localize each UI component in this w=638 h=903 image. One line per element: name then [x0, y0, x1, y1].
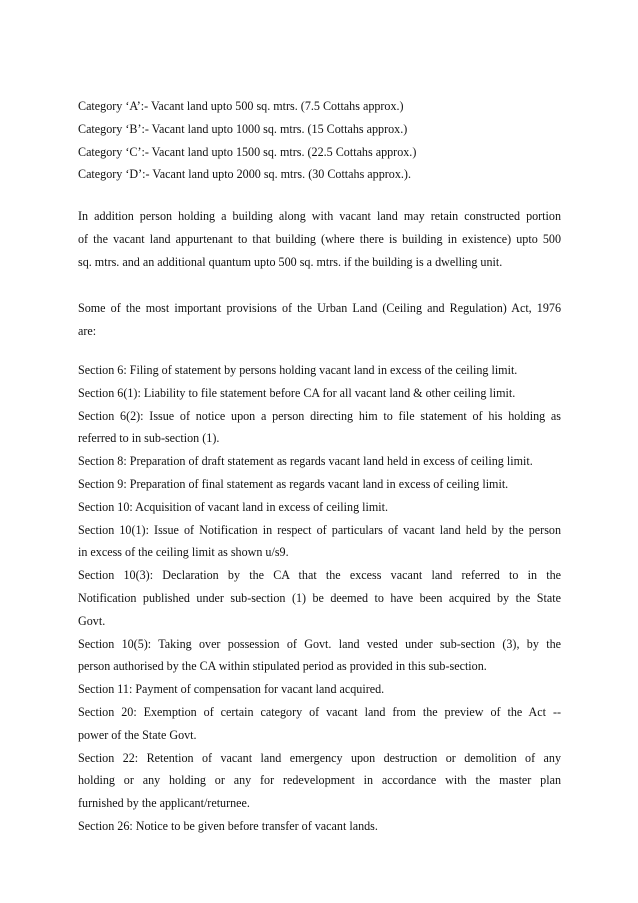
section-26: Section 26: Notice to be given before transfer of vacant lands.	[78, 818, 378, 833]
section-11: Section 11: Payment of compensation for vacant land acquired.	[78, 682, 385, 697]
category-b: Category ‘B’:- Vacant land upto 1000 sq. mtrs. (15 Cottahs approx.)	[78, 121, 408, 136]
section-22-cont: holding or any holding or any for redevelopment in accordance with the master plan	[78, 773, 561, 788]
section-6-2: Section 6(2): Issue of notice upon a person directing him to file statement of his holding as	[78, 408, 561, 423]
paragraph-line: In addition person holding a building along with vacant land may retain constructed portion	[78, 209, 561, 223]
section-22-end: furnished by the applicant/returnee.	[78, 796, 250, 811]
paragraph-line: of the vacant land appurtenant to that building (where there is building in existence) upto 500	[78, 231, 561, 246]
section-6-2-cont: referred to in sub-section (1).	[78, 431, 220, 446]
section-6-1: Section 6(1): Liability to file statement before CA for all vacant land & other ceiling limit.	[78, 385, 516, 400]
section-10-1-cont: in excess of the ceiling limit as shown u/s9.	[78, 545, 289, 560]
section-8: Section 8: Preparation of draft statement as regards vacant land held in excess of ceiling limit.	[78, 454, 533, 469]
section-10: Section 10: Acquisition of vacant land in excess of ceiling limit.	[78, 499, 389, 514]
paragraph-line: Some of the most important provisions of the Urban Land (Ceiling and Regulation) Act, 1976	[78, 301, 561, 315]
section-20: Section 20: Exemption of certain category of vacant land from the preview of the Act --	[78, 704, 561, 719]
section-list	[78, 359, 561, 838]
category-c: Category ‘C’:- Vacant land upto 1500 sq. mtrs. (22.5 Cottahs approx.)	[78, 144, 417, 159]
section-9: Section 9: Preparation of final statement as regards vacant land in excess of ceiling limit.	[78, 476, 509, 491]
paragraph-building-retention	[78, 205, 561, 273]
paragraph-provisions-intro	[78, 297, 561, 343]
section-22: Section 22: Retention of vacant land emergency upon destruction or demolition of any	[78, 750, 561, 765]
section-10-5: Section 10(5): Taking over possession of Govt. land vested under sub-section (3), by the	[78, 636, 561, 651]
section-6: Section 6: Filing of statement by persons holding vacant land in excess of the ceiling limit.	[78, 363, 518, 377]
category-d: Category ‘D’:- Vacant land upto 2000 sq. mtrs. (30 Cottahs approx.).	[78, 167, 411, 182]
section-10-5-cont: person authorised by the CA within stipulated period as provided in this sub-section.	[78, 659, 487, 674]
paragraph-line: are:	[78, 323, 97, 338]
category-list	[78, 95, 561, 186]
section-10-1: Section 10(1): Issue of Notification in respect of particulars of vacant land held by the person	[78, 522, 561, 537]
section-10-3-cont: Notification published under sub-section (1) be deemed to have been acquired by the State	[78, 590, 561, 605]
section-20-cont: power of the State Govt.	[78, 727, 197, 742]
section-10-3: Section 10(3): Declaration by the CA that the excess vacant land referred to in the	[78, 568, 561, 583]
paragraph-line: sq. mtrs. and an additional quantum upto 500 sq. mtrs. if the building is a dwelling unit.	[78, 254, 503, 269]
category-a: Category ‘A’:- Vacant land upto 500 sq. mtrs. (7.5 Cottahs approx.)	[78, 99, 404, 113]
section-10-3-end: Govt.	[78, 613, 106, 628]
